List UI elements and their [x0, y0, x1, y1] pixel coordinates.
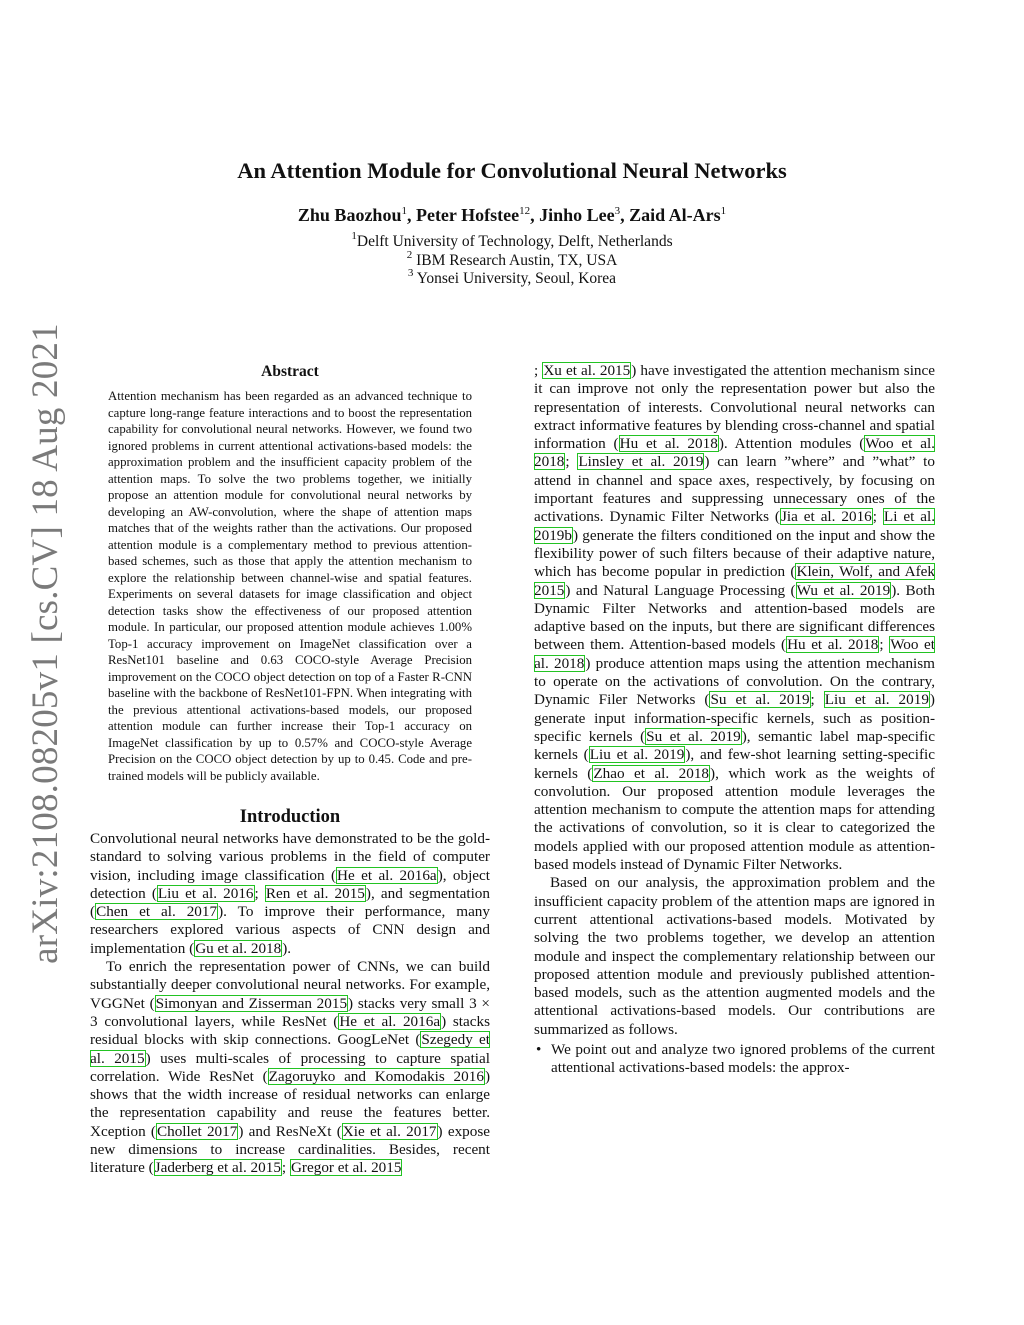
affiliation: $^1$Delft University of Technology, Delft, Netherlands [351, 230, 673, 250]
citation-link[interactable]: Liu et al. 2019 [589, 746, 685, 764]
intro-paragraph-2-continued: ; Xu et al. 2015) have investigated the attention mechanism since it can improve not only the representation power but also the representation of interests. Convolutional neural networks can extract informative features by blending cross-channel and spatial information (Hu et al. 2018). Attention modules (Woo et al. 2018; Linsley et al. 2019) can learn ”where” and ”what” to attend in channel and space axes, respectively, by focusing on important features and suppressing unnecessary ones of the activations. Dynamic Filter Networks (Jia et al. 2016; Li et al. 2019b) generate the filters conditioned on the input and show the flexibility power of such filters because of their adaptive nature, which has become popular in prediction (Klein, Wolf, and Afek 2015) and Natural Language Processing (Wu et al. 2019). Both Dynamic Filter Networks and attention-based models are adaptive based on the inputs, but there are significant differences between them. Attention-based models (Hu et al. 2018; Woo et al. 2018) produce attention maps using the attention mechanism to operate on the activations of convolution. On the contrary, Dynamic Filer Networks (Su et al. 2019; Liu et al. 2019) generate input information-specific kernels, such as position-specific kernels (Su et al. 2019), semantic label map-specific kernels (Liu et al. 2019), and few-shot learning setting-specific kernels (Zhao et al. 2018), which work as the weights of convolution. Our proposed attention module leverages the attention mechanism to compute the attention maps for attending the activations of convolution, so it is clear to categorized the models applied with our proposed attention module as attention-based models instead of Dynamic Filter Networks. [534, 362, 936, 874]
arxiv-stamp-text: arXiv:2108.08205v1 [cs.CV] 18 Aug 2021 [24, 322, 66, 964]
citation-link[interactable]: Liu et al. 2019 [824, 691, 929, 709]
citation-link[interactable]: Linsley et al. 2019 [578, 453, 704, 471]
abstract-heading: Abstract [261, 363, 319, 380]
abstract-text: Attention mechanism has been regarded as an advanced technique to capture long-range feature interactions and to boost the representation capability for convolutional neural networks. However, we found two ignored problems in current attentional activations-based models: the approximation problem and the insufficient capacity problem of the attention maps. To solve the two problems together, we initially propose an attention module for convolutional neural networks by developing an AW-convolution, where the shape of attention maps matches that of the weights rather than the activations. Our proposed attention module is a complementary method to previous attention-based schemes, such as those that apply the attention mechanism to explore the relationship between channel-wise and spatial features. Experiments on several datasets for image classification and object detection tasks show the effectiveness of our proposed attention module. In particular, our proposed attention module achieves 1.00% Top-1 accuracy improvement on ImageNet classification over a ResNet101 baseline and 0.63 COCO-style Average Precision improvement on the COCO object detection on top of a Faster R-CNN baseline with the backbone of ResNet101-FPN. When integrating with the previous attentional activations-based models, our proposed attention module can further increase their Top-1 accuracy on ImageNet classification by up to 0.57% and COCO-style Average Precision on the COCO object detection by up to 0.45. Code and pre-trained models will be publicly available. [108, 389, 472, 783]
citation-link[interactable]: He et al. 2016a [339, 1012, 441, 1030]
intro-paragraph-1: Convolutional neural networks have demonstrated to be the gold-standard to solving various problems in the field of computer vision, including image classification (He et al. 2016a), object detection (Liu et al. 2016; Ren et al. 2015), and segmentation (Chen et al. 2017). To improve their performance, many researchers explored various aspects of CNN design and implementation (Gu et al. 2018). [90, 830, 491, 957]
author: Zhu Baozhou$^1$, [297, 205, 416, 225]
citation-link[interactable]: Simonyan and Zisserman 2015 [155, 994, 348, 1012]
author: Peter Hofstee$^{12}$, [415, 205, 540, 225]
citation-link[interactable]: Woo et al. 2018 [534, 435, 935, 471]
citation-link[interactable]: Zagoruyko and Komodakis 2016 [268, 1067, 484, 1085]
citation-link[interactable]: Su et al. 2019 [646, 727, 741, 745]
contributions-list [534, 1041, 935, 1078]
affiliation: $^2$ IBM Research Austin, TX, USA [406, 248, 618, 269]
citation-link[interactable]: Klein, Wolf, and Afek 2015 [534, 563, 936, 599]
citation-link[interactable]: Gregor et al. 2015 [290, 1159, 402, 1177]
introduction-heading: Introduction [239, 807, 341, 827]
citation-link[interactable]: Chen et al. 2017 [96, 903, 218, 921]
citation-link[interactable]: Chollet 2017 [156, 1122, 238, 1140]
citation-link[interactable]: Su et al. 2019 [710, 691, 810, 709]
affiliations [0, 230, 1024, 289]
citation-link[interactable]: Jia et al. 2016 [781, 508, 872, 526]
author: Jinho Lee$^3$, [539, 205, 630, 225]
citation-link[interactable]: Hu et al. 2018 [787, 636, 879, 654]
arxiv-identifier-stamp [22, 322, 68, 964]
citation-link[interactable]: Wu et al. 2019 [796, 581, 891, 599]
list-item: • We point out and analyze two ignored problems of the current attentional activations-based models: the approx- [551, 1041, 935, 1078]
citation-link[interactable]: Woo et al. 2018 [534, 636, 936, 672]
citation-link[interactable]: Gu et al. 2018 [195, 939, 282, 957]
intro-paragraph-2: To enrich the representation power of CNNs, we can build substantially deeper convolutional neural networks. For example, VGGNet (Simonyan and Zisserman 2015) stacks very small 3 × 3 convolutional layers, while ResNet (He et al. 2016a) stacks residual blocks with skip connections. GoogLeNet (Szegedy et al. 2015) uses multi-scales of processing to capture spatial correlation. Wide ResNet (Zagoruyko and Komodakis 2016) shows that the width increase of residual networks can enlarge the representation capability and reuse the features better. Xception (Chollet 2017) and ResNeXt (Xie et al. 2017) expose new dimensions to increase cardinalities. Besides, recent literature (Jaderberg et al. 2015; Gregor et al. 2015 [90, 958, 491, 1177]
citation-link[interactable]: Jaderberg et al. 2015 [154, 1159, 281, 1177]
citation-link[interactable]: Zhao et al. 2018 [593, 764, 710, 782]
intro-paragraph-3: Based on our analysis, the approximation problem and the insufficient capacity problem of the attention maps are ignored in current attentional activations-based models. Motivated by solving the two problems together, we develop an attention module and inspect the complementary relationship between our proposed attention module and previously published attention-based models, such as the attention augmented models and the attentional activations-based models. Our contributions are summarized as follows. [534, 874, 935, 1038]
citation-link[interactable]: Ren et al. 2015 [265, 884, 365, 902]
citation-link[interactable]: He et al. 2016a [337, 866, 437, 884]
author: Zaid Al-Ars$^1$ [629, 205, 727, 225]
citation-link[interactable]: Liu et al. 2016 [157, 884, 254, 902]
author-list [0, 205, 1024, 226]
paper-title: An Attention Module for Convolutional Neural Networks [237, 158, 787, 183]
citation-link[interactable]: Li et al. 2019b [534, 508, 935, 544]
citation-link[interactable]: Hu et al. 2018 [619, 435, 718, 453]
left-column [90, 362, 490, 1178]
right-column [534, 362, 935, 1078]
citation-link[interactable]: Xu et al. 2015 [543, 362, 631, 379]
citation-link[interactable]: Szegedy et al. 2015 [90, 1031, 490, 1067]
affiliation: $^3$ Yonsei University, Seoul, Korea [407, 267, 617, 287]
citation-link[interactable]: Xie et al. 2017 [342, 1122, 437, 1140]
